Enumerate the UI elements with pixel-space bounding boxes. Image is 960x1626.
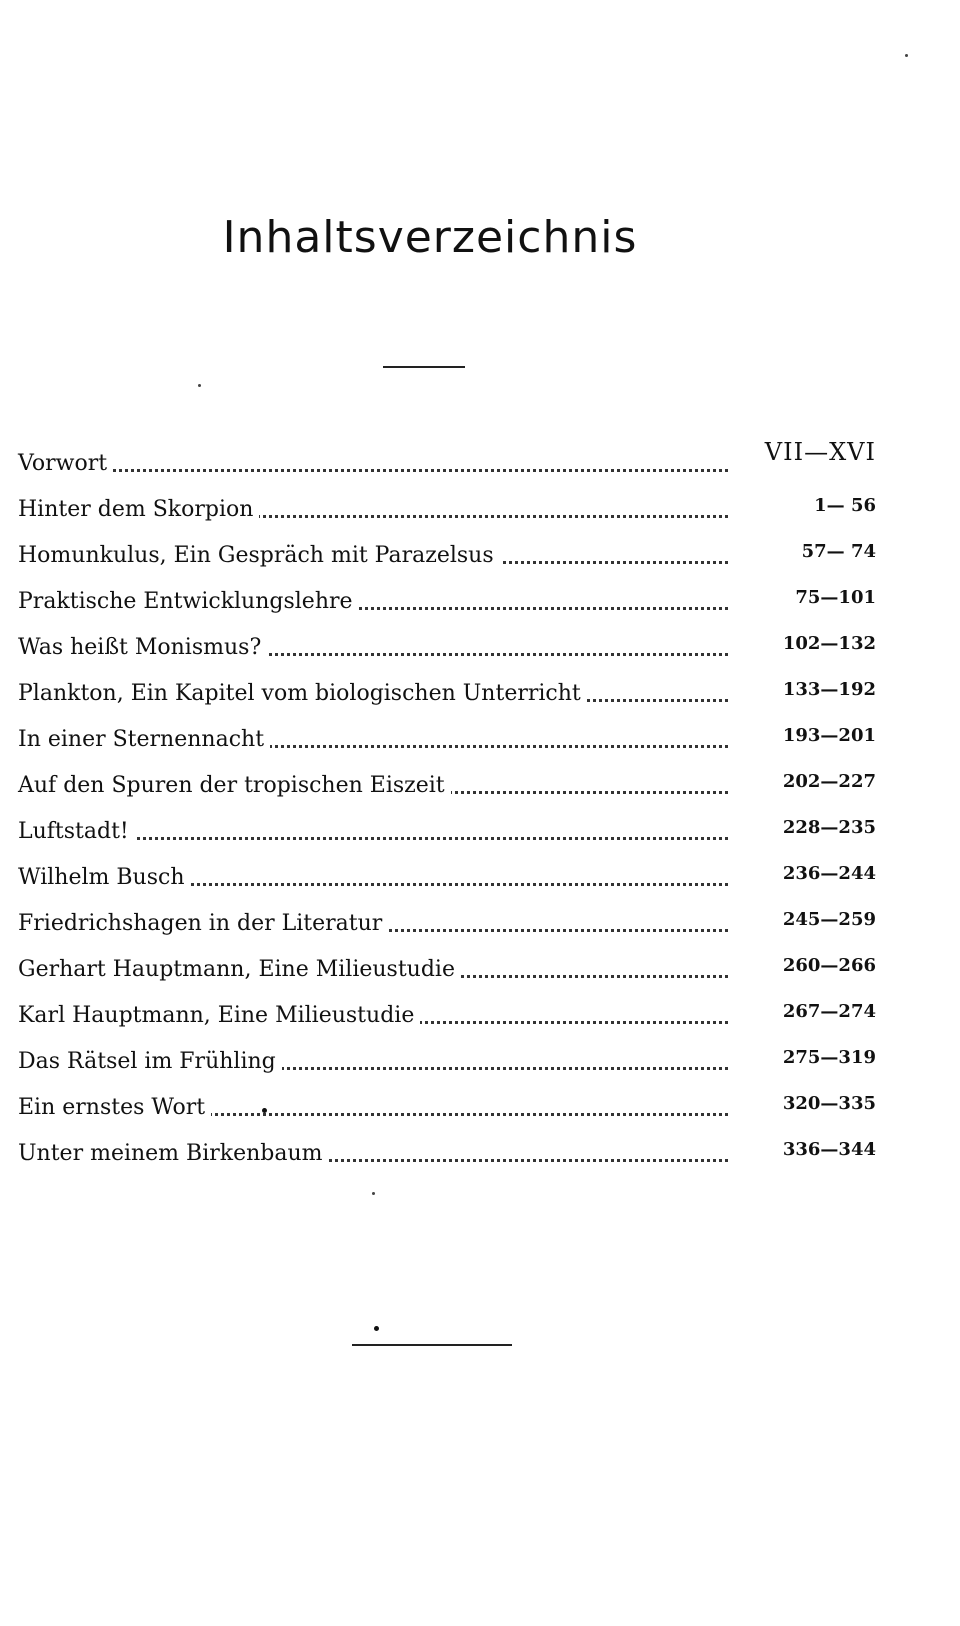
toc-entry-title: Ein ernstes Wort <box>18 1095 211 1120</box>
toc-entry <box>18 580 878 620</box>
toc-entry-title: Luftstadt! <box>18 819 135 844</box>
toc-entry <box>18 1040 878 1080</box>
toc-entry-title: Unter meinem Birkenbaum <box>18 1141 329 1166</box>
toc-entry <box>18 672 878 712</box>
toc-entry-title: Praktische Entwicklungslehre <box>18 589 359 614</box>
toc-entry <box>18 488 878 528</box>
toc-entry-title: Hinter dem Skorpion <box>18 497 259 522</box>
toc-entry-title: In einer Sternennacht <box>18 727 270 752</box>
toc-entry <box>18 948 878 988</box>
page-title: Inhaltsverzeichnis <box>222 212 638 263</box>
toc-entry <box>18 902 878 942</box>
dot-leader <box>18 469 728 472</box>
toc-entry-pages: 75—101 <box>789 587 876 608</box>
print-speck <box>372 1192 375 1195</box>
toc-entry-pages: 320—335 <box>777 1093 876 1114</box>
toc-entry-pages: 193—201 <box>777 725 876 746</box>
toc-entry <box>18 718 878 758</box>
toc-entry-pages: 245—259 <box>777 909 876 930</box>
toc-entry-pages: VII—XVI <box>759 438 876 466</box>
toc-entry-title: Vorwort <box>18 451 113 476</box>
toc-entry-pages: 267—274 <box>777 1001 876 1022</box>
toc-entry <box>18 994 878 1034</box>
toc-entry-title: Karl Hauptmann, Eine Milieustudie <box>18 1003 420 1028</box>
toc-entry-pages: 236—244 <box>777 863 876 884</box>
toc-entry <box>18 764 878 804</box>
toc-entry-pages: 1— 56 <box>808 495 876 516</box>
toc-entry-pages: 102—132 <box>777 633 876 654</box>
toc-entry-title: Was heißt Monismus? <box>18 635 267 660</box>
toc-entry-pages: 228—235 <box>777 817 876 838</box>
print-speck <box>262 1108 267 1113</box>
toc-entry-title: Wilhelm Busch <box>18 865 191 890</box>
toc-entry-pages: 202—227 <box>777 771 876 792</box>
toc-entry-pages: 133—192 <box>777 679 876 700</box>
toc-entry-title: Friedrichshagen in der Literatur <box>18 911 388 936</box>
toc-entry <box>18 438 878 482</box>
toc-entry-title: Homunkulus, Ein Gespräch mit Parazelsus <box>18 543 500 568</box>
top-divider <box>383 366 465 368</box>
bottom-divider <box>352 1344 512 1346</box>
toc-entry-pages: 275—319 <box>777 1047 876 1068</box>
toc-entry-pages: 336—344 <box>777 1139 876 1160</box>
print-speck <box>905 54 908 57</box>
toc-entry <box>18 626 878 666</box>
toc-entry-title: Gerhart Hauptmann, Eine Milieustudie <box>18 957 461 982</box>
toc-entry-title: Auf den Spuren der tropischen Eiszeit <box>18 773 451 798</box>
toc-entry <box>18 1086 878 1126</box>
print-speck <box>198 384 201 387</box>
toc-entry-pages: 57— 74 <box>796 541 876 562</box>
toc-entry-title: Das Rätsel im Frühling <box>18 1049 282 1074</box>
toc-entry <box>18 1132 878 1172</box>
print-speck <box>374 1326 379 1331</box>
toc-entry <box>18 810 878 850</box>
toc-entry-title: Plankton, Ein Kapitel vom biologischen Unterricht <box>18 681 587 706</box>
toc-entry <box>18 534 878 574</box>
toc-entry-pages: 260—266 <box>777 955 876 976</box>
toc-entry <box>18 856 878 896</box>
